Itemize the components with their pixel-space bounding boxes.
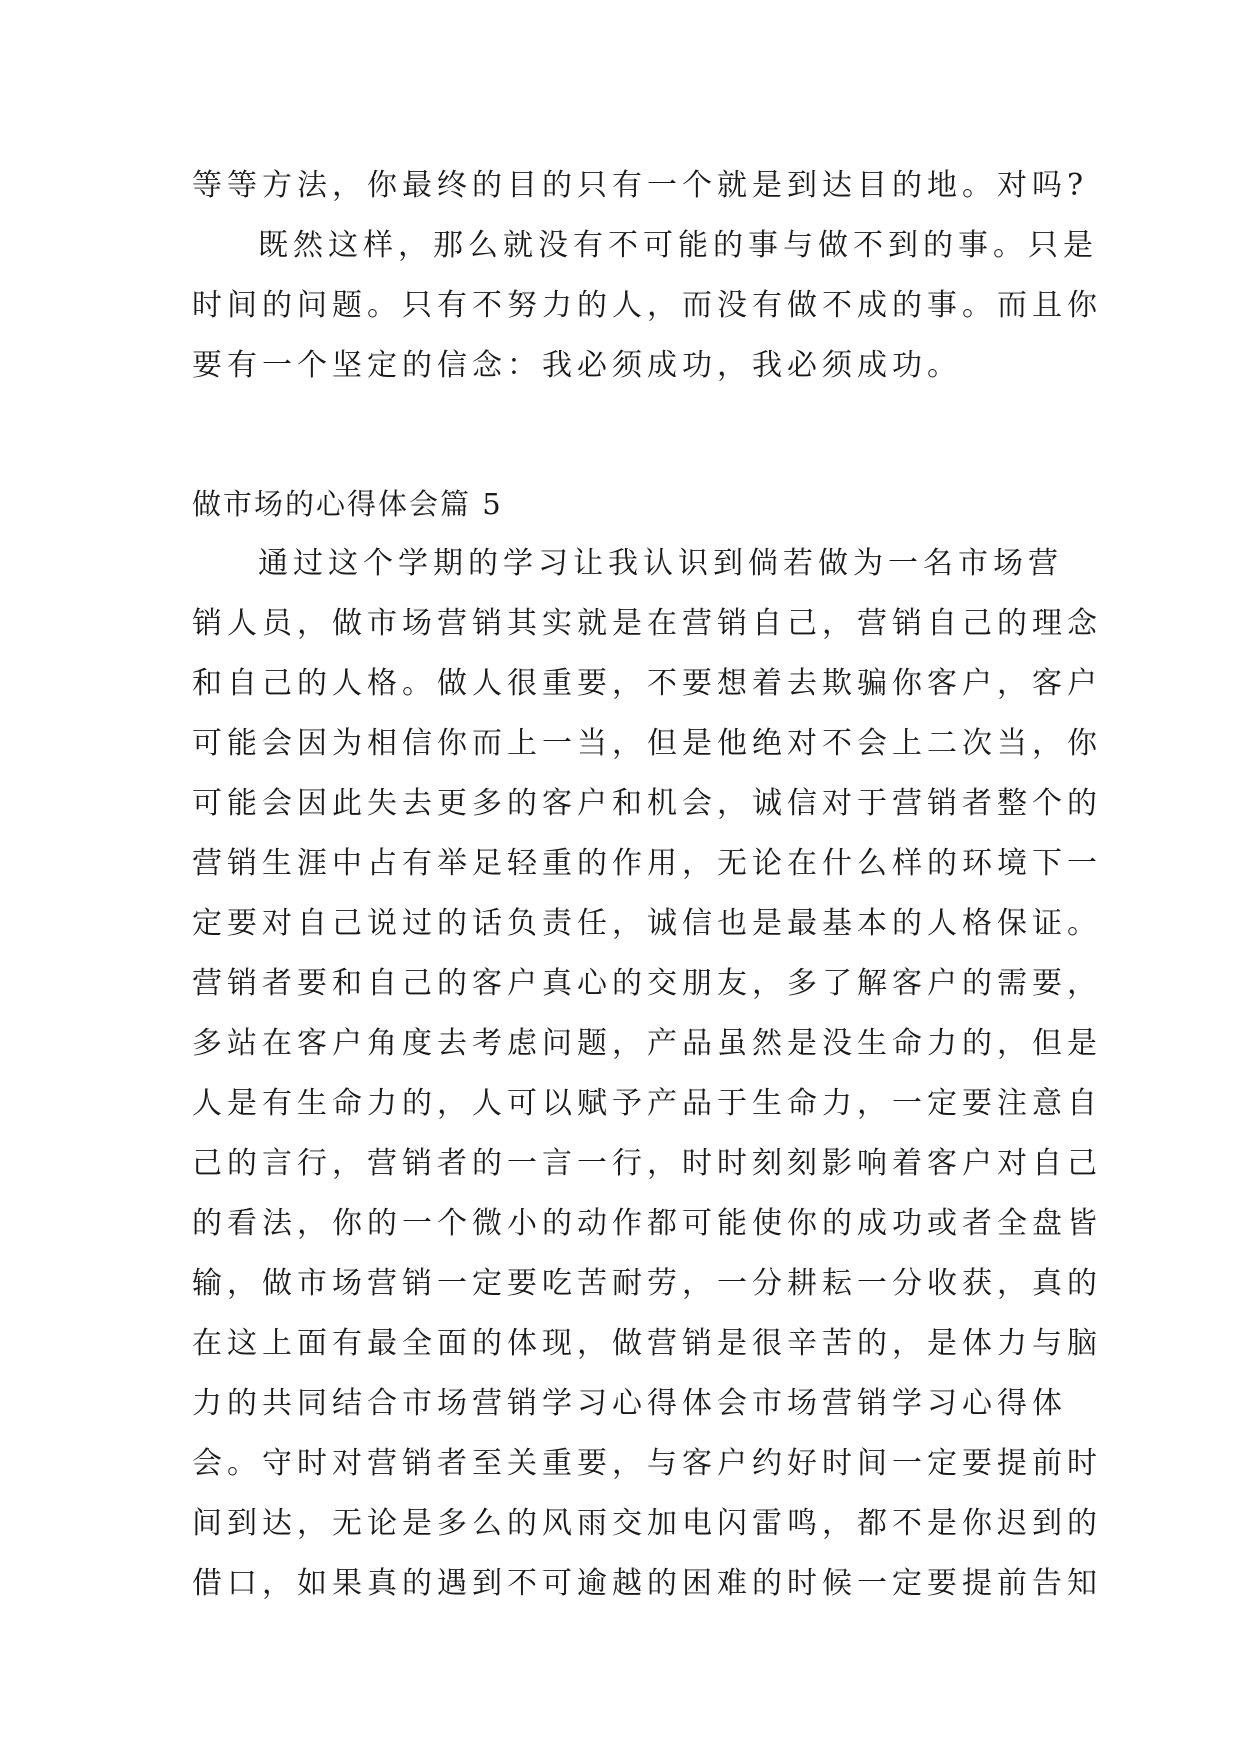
paragraph-line: 可能会因此失去更多的客户和机会，诚信对于营销者整个的 <box>192 786 1102 821</box>
section-gap <box>192 396 1052 474</box>
paragraph-line: 力的共同结合市场营销学习心得体会市场营销学习心得体 <box>192 1386 1067 1421</box>
paragraph-line: 既然这样，那么就没有不可能的事与做不到的事。只是 <box>258 228 1098 263</box>
paragraph-line: 营销生涯中占有举足轻重的作用，无论在什么样的环境下一 <box>192 846 1102 881</box>
paragraph-line: 多站在客户角度去考虑问题，产品虽然是没生命力的，但是 <box>192 1026 1102 1061</box>
paragraph-line: 输，做市场营销一定要吃苦耐劳，一分耕耘一分收获，真的 <box>192 1266 1102 1301</box>
paragraph-line: 通过这个学期的学习让我认识到倘若做为一名市场营 <box>258 546 1063 581</box>
paragraph-line: 的看法，你的一个微小的动作都可能使你的成功或者全盘皆 <box>192 1206 1102 1241</box>
paragraph-line: 等等方法，你最终的目的只有一个就是到达目的地。对吗? <box>192 168 1089 203</box>
paragraph-line: 定要对自己说过的话负责任，诚信也是最基本的人格保证。 <box>192 906 1102 941</box>
paragraph-line: 己的言行，营销者的一言一行，时时刻刻影响着客户对自己 <box>192 1146 1102 1181</box>
paragraph-line: 会。守时对营销者至关重要，与客户约好时间一定要提前时 <box>192 1446 1102 1481</box>
section-heading: 做市场的心得体会篇 5 <box>192 487 503 521</box>
paragraph-line: 要有一个坚定的信念：我必须成功，我必须成功。 <box>192 348 962 383</box>
paragraph-line: 间到达，无论是多么的风雨交加电闪雷鸣，都不是你迟到的 <box>192 1506 1102 1541</box>
paragraph-line: 销人员，做市场营销其实就是在营销自己，营销自己的理念 <box>192 606 1102 641</box>
paragraph-line: 在这上面有最全面的体现，做营销是很辛苦的，是体力与脑 <box>192 1326 1102 1361</box>
document-content <box>192 156 1102 1614</box>
paragraph-line: 营销者要和自己的客户真心的交朋友，多了解客户的需要， <box>192 966 1102 1001</box>
paragraph-line: 借口，如果真的遇到不可逾越的困难的时候一定要提前告知 <box>192 1566 1102 1601</box>
paragraph-line: 人是有生命力的，人可以赋予产品于生命力，一定要注意自 <box>192 1086 1102 1121</box>
paragraph-line: 时间的问题。只有不努力的人，而没有做不成的事。而且你 <box>192 288 1102 323</box>
paragraph-line: 可能会因为相信你而上一当，但是他绝对不会上二次当，你 <box>192 726 1102 761</box>
paragraph-line: 和自己的人格。做人很重要，不要想着去欺骗你客户，客户 <box>192 666 1102 701</box>
